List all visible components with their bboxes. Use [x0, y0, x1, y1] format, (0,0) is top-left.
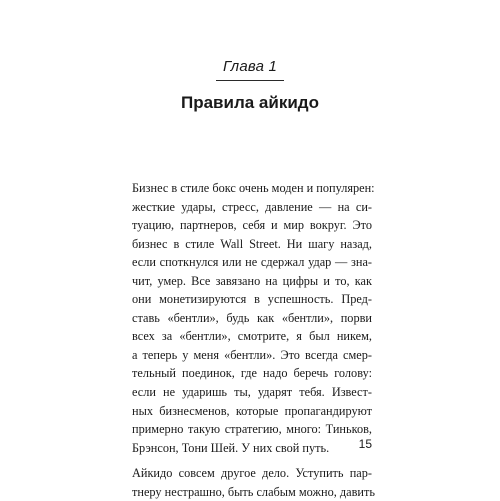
- chapter-label: Глава 1: [222, 58, 278, 75]
- text-line: а теперь у меня «бентли». Это всегда смер-: [132, 347, 372, 362]
- text-line: Айкидо совсем другое дело. Уступить пар-: [132, 466, 372, 481]
- text-line: если не ударишь ты, ударят тебя. Извест-: [132, 385, 372, 400]
- text-line: бизнес в стиле Wall Street. Ни шагу назад,: [132, 236, 372, 251]
- text-line: жесткие удары, стресс, давление — на си-: [132, 199, 372, 214]
- text-line: примерно такую стратегию, много: Тиньков,: [132, 422, 372, 437]
- text-line: тнеру нестрашно, быть слабым можно, давить: [132, 484, 375, 499]
- chapter-title: Правила айкидо: [181, 93, 319, 112]
- page-number: 15: [358, 437, 372, 451]
- text-line: они монетизируются в успешность. Пред-: [132, 292, 372, 307]
- text-line: ных бизнесменов, которые пропагандируют: [132, 403, 372, 418]
- text-line: Брэнсон, Тони Шей. У них свой путь.: [132, 440, 330, 455]
- body-text: [132, 179, 375, 501]
- text-line: если споткнулся или не сдержал удар — зна-: [132, 255, 372, 270]
- text-line: туацию, партнеров, себя и мир вокруг. Это: [132, 218, 372, 233]
- paragraph: [132, 464, 375, 501]
- text-line: тельный поединок, где надо беречь голову:: [132, 366, 372, 381]
- paragraph-gap: [132, 457, 372, 464]
- text-line: чит, умер. Все завязано на цифры и то, как: [132, 273, 372, 288]
- text-line: всех за «бентли», смотрите, я был никем,: [132, 329, 372, 344]
- text-line: Бизнес в стиле бокс очень моден и популярен:: [132, 181, 375, 195]
- paragraph: [132, 179, 375, 457]
- chapter-divider: [216, 80, 284, 81]
- text-line: ставь «бентли», будь как «бентли», порви: [132, 310, 372, 325]
